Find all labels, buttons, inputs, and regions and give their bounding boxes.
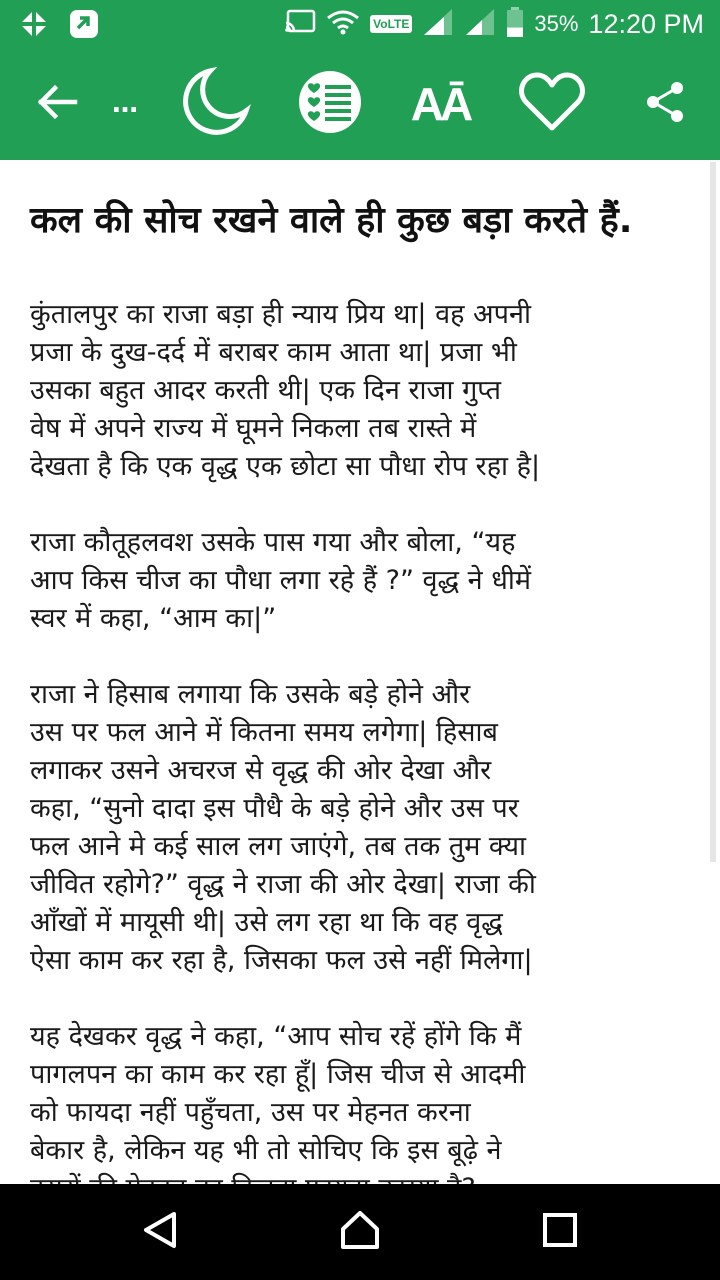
story-paragraph xyxy=(30,676,690,980)
status-bar xyxy=(0,0,720,48)
story-line: आप किस चीज का पौधा लगा रहे हैं ?” वृद्ध ने धीमें xyxy=(30,565,531,596)
app-toolbar xyxy=(0,48,720,160)
heart-list-icon xyxy=(298,70,362,138)
clock: 12:20 PM xyxy=(588,8,704,39)
signal-strength-2-icon xyxy=(464,7,496,41)
story-line: उस पर फल आने में कितना समय लगेगा| हिसाब xyxy=(30,717,498,748)
article-view[interactable] xyxy=(0,160,720,1184)
story-line: स्वर में कहा, “आम का|” xyxy=(30,603,277,634)
story-line: यह देखकर वृद्ध ने कहा, “आप सोच रहें होंगे कि मैं xyxy=(30,1021,522,1052)
battery-icon xyxy=(506,6,524,42)
story-line: कहा, “सुनो दादा इस पौधै के बड़े होने और उस पर xyxy=(30,793,519,824)
story-paragraph xyxy=(30,296,690,486)
back-arrow-icon xyxy=(35,80,79,128)
story-line: प्रजा के दुख-दर्द में बराबर काम आता था| प्रजा भी xyxy=(30,337,517,368)
navigation-bar xyxy=(0,1184,720,1280)
font-size-button[interactable]: AĀ xyxy=(410,78,470,130)
pinwheel-notification-icon xyxy=(18,8,50,44)
story-paragraph xyxy=(30,1018,690,1208)
story-line: राजा कौतूहलवश उसके पास गया और बोला, “यह xyxy=(30,527,516,558)
back-button[interactable] xyxy=(22,48,92,160)
app-notification-icon xyxy=(68,8,100,44)
signal-strength-icon xyxy=(422,7,454,41)
story-line: लगाकर उसने अचरज से वृद्ध की ओर देखा और xyxy=(30,755,492,786)
nav-back-icon xyxy=(140,1210,180,1254)
cast-icon xyxy=(284,9,316,39)
story-line: को फायदा नहीं पहुँचता, उस पर मेहनत करना xyxy=(30,1097,471,1128)
nav-recents-button[interactable] xyxy=(510,1184,610,1280)
share-icon xyxy=(643,80,687,128)
story-title: कल की सोच रखने वाले ही कुछ बड़ा करते हैं. xyxy=(30,200,633,241)
nav-home-icon xyxy=(339,1209,381,1255)
story-paragraph xyxy=(30,524,690,638)
nav-home-button[interactable] xyxy=(310,1184,410,1280)
story-body xyxy=(30,296,690,1246)
favorite-button[interactable] xyxy=(510,48,594,160)
story-line: वेष में अपने राज्य में घूमने निकला तब रास्ते में xyxy=(30,413,477,444)
story-line: आँखों में मायूसी थी| उसे लग रहा था कि वह वृद्ध xyxy=(30,907,503,938)
night-mode-button[interactable] xyxy=(175,48,255,160)
story-line: फल आने मे कई साल लग जाएंगे, तब तक तुम क्या xyxy=(30,831,527,862)
more-options-button[interactable]: … xyxy=(112,89,138,119)
story-line: उसका बहुत आदर करती थी| एक दिन राजा गुप्त xyxy=(30,375,502,406)
story-line: राजा ने हिसाब लगाया कि उसके बड़े होने और xyxy=(30,679,471,710)
story-line: जीवित रहोगे?” वृद्ध ने राजा की ओर देखा| राजा की xyxy=(30,869,536,900)
story-line: ऐसा काम कर रहा है, जिसका फल उसे नहीं मिलेगा| xyxy=(30,945,533,976)
wifi-icon xyxy=(326,9,360,39)
scrollbar[interactable] xyxy=(710,162,716,862)
heart-icon xyxy=(518,72,586,136)
favorites-list-button[interactable] xyxy=(290,48,370,160)
story-line: देखता है कि एक वृद्ध एक छोटा सा पौधा रोप रहा है| xyxy=(30,451,541,482)
story-line: पागलपन का काम कर रहा हूँ| जिस चीज से आदमी xyxy=(30,1059,526,1090)
story-line: कुंतालपुर का राजा बड़ा ही न्याय प्रिय था| वह अपनी xyxy=(30,299,531,330)
nav-back-button[interactable] xyxy=(110,1184,210,1280)
moon-icon xyxy=(180,67,250,141)
battery-percent: 35% xyxy=(534,11,579,36)
story-line: बेकार है, लेकिन यह भी तो सोचिए कि इस बूढ़े ने xyxy=(30,1135,502,1166)
share-button[interactable] xyxy=(630,48,700,160)
nav-recents-icon xyxy=(542,1212,578,1252)
volte-badge: VoLTE xyxy=(370,15,412,33)
